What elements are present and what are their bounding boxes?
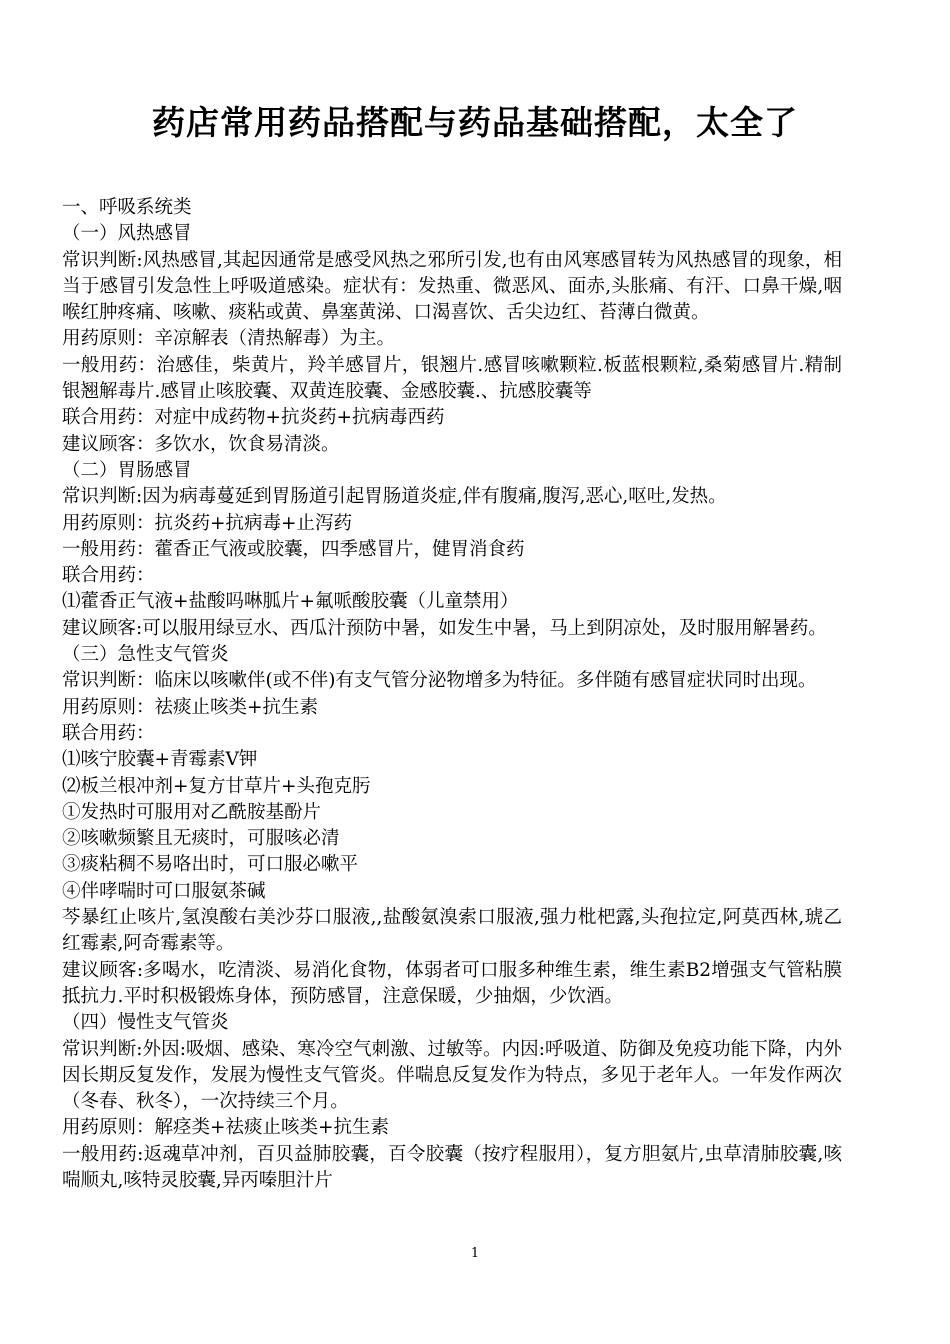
list-item: ⑵板兰根冲剂+复方甘草片+头孢克肟 bbox=[62, 775, 371, 797]
paragraph: 常识判断:外因:吸烟、感染、寒冷空气刺激、过敏等。内因:呼吸道、防御及免疫功能下降，内外因长期反复发作，发展为慢性支气管炎。伴喘息反复发作为特点，多见于老年人。一年发作两次（冬春、秋冬），一次持续三个月。 bbox=[62, 1038, 842, 1113]
paragraph: 常识判断:因为病毒蔓延到胃肠道引起胃肠道炎症,伴有腹痛,腹泻,恶心,呕吐,发热。 bbox=[62, 486, 727, 508]
paragraph: 用药原则：辛凉解表（清热解毒）为主。 bbox=[62, 328, 396, 350]
paragraph: 用药原则：祛痰止咳类+抗生素 bbox=[62, 696, 319, 718]
document-title: 药店常用药品搭配与药品基础搭配，太全了 bbox=[152, 103, 798, 142]
list-item: ①发热时可服用对乙酰胺基酚片 bbox=[62, 801, 322, 823]
subsection-heading: （一）风热感冒 bbox=[62, 223, 192, 245]
list-item: ⑴藿香正气液+盐酸吗啉胍片+氟哌酸胶囊（儿童禁用） bbox=[62, 591, 519, 613]
paragraph: 常识判断:风热感冒,其起因通常是感受风热之邪所引发,也有由风寒感冒转为风热感冒的现象，相当于感冒引发急性上呼吸道感染。症状有：发热重、微恶风、面赤,头胀痛、有汗、口鼻干燥,咽喉红肿疼痛、咳嗽、痰粘或黄、鼻塞黄涕、口渴喜饮、舌尖边红、苔薄白微黄。 bbox=[62, 249, 842, 324]
section-heading: 一、呼吸系统类 bbox=[62, 197, 192, 218]
subsection-heading: （二）胃肠感冒 bbox=[62, 459, 192, 481]
paragraph: 联合用药： bbox=[62, 722, 155, 744]
paragraph: 一般用药：藿香正气液或胶囊，四季感冒片，健胃消食药 bbox=[62, 538, 525, 560]
subsection-heading: （三）急性支气管炎 bbox=[62, 644, 229, 666]
paragraph: 联合用药： bbox=[62, 565, 155, 587]
paragraph: 建议顾客:可以服用绿豆水、西瓜汁预防中暑，如发生中暑，马上到阴凉处，及时服用解暑药。 bbox=[62, 617, 827, 639]
paragraph: 一般用药：治感佳，柴黄片，羚羊感冒片，银翘片.感冒咳嗽颗粒.板蓝根颗粒,桑菊感冒片.精制银翘解毒片.感冒止咳胶囊、双黄连胶囊、金感胶囊.、抗感胶囊等 bbox=[62, 354, 842, 403]
paragraph: 芩暴红止咳片,氢溴酸右美沙芬口服液,,盐酸氨溴索口服液,强力枇杷露,头孢拉定,阿莫西林,琥乙红霉素,阿奇霉素等。 bbox=[62, 907, 842, 955]
paragraph: 用药原则：抗炎药+抗病毒+止泻药 bbox=[62, 512, 353, 534]
paragraph: 用药原则：解痉类+祛痰止咳类+抗生素 bbox=[62, 1117, 390, 1139]
paragraph: 联合用药：对症中成药物+抗炎药+抗病毒西药 bbox=[62, 407, 445, 429]
subsection-heading: （四）慢性支气管炎 bbox=[62, 1012, 229, 1034]
paragraph: 一般用药:返魂草冲剂，百贝益肺胶囊，百令胶囊（按疗程服用），复方胆氨片,虫草清肺胶囊,咳喘顺丸,咳特灵胶囊,异丙嗪胆汁片 bbox=[62, 1143, 842, 1191]
paragraph: 建议顾客：多饮水，饮食易清淡。 bbox=[62, 433, 340, 455]
page-number: 1 bbox=[470, 1246, 480, 1261]
document-body bbox=[62, 195, 842, 1194]
list-item: ④伴哮喘时可口服氨茶碱 bbox=[62, 880, 266, 902]
list-item: ③痰粘稠不易咯出时，可口服必嗽平 bbox=[62, 854, 359, 876]
list-item: ②咳嗽频繁且无痰时，可服咳必清 bbox=[62, 828, 340, 850]
paragraph: 建议顾客:多喝水，吃清淡、易消化食物，体弱者可口服多种维生素，维生素B2增强支气管粘膜抵抗力.平时积极锻炼身体，预防感冒，注意保暖，少抽烟，少饮酒。 bbox=[62, 959, 842, 1007]
paragraph: 常识判断：临床以咳嗽伴(或不伴)有支气管分泌物增多为特征。多伴随有感冒症状同时出现。 bbox=[62, 670, 817, 692]
list-item: ⑴咳宁胶囊+青霉素V钾 bbox=[62, 749, 258, 771]
